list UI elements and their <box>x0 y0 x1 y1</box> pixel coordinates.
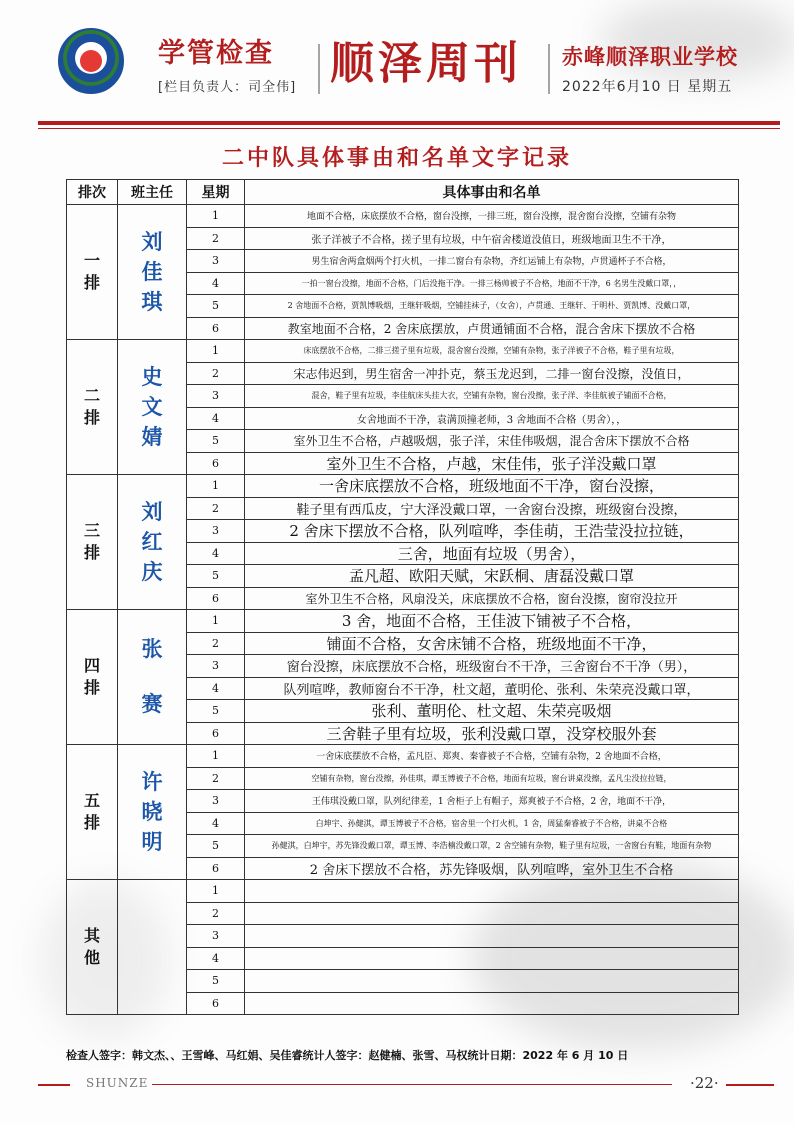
detail-cell <box>245 902 739 925</box>
day-cell: 3 <box>187 925 245 948</box>
detail-cell: 孙健淇，白坤宇，苏先锋没戴口罩，谭玉博、李浩楠没戴口罩，2 舍空铺有杂物，鞋子里有垃圾，一舍窗台有鞋，地面有杂物 <box>245 835 739 858</box>
teacher-name: 史文婧 <box>141 365 163 449</box>
detail-cell: 孟凡超、欧阳天赋，宋跃桐、唐磊没戴口罩 <box>245 565 739 588</box>
detail-cell: 教室地面不合格，2 舍床底摆放，卢贯通铺面不合格，混合舍床下摆放不合格 <box>245 317 739 340</box>
day-cell: 2 <box>187 497 245 520</box>
detail-cell: 王伟琪没戴口罩，队列纪律差，1 舍柜子上有帽子，郑爽被子不合格，2 舍，地面不干净， <box>245 790 739 813</box>
detail-cell: 窗台没擦，床底摆放不合格，班级窗台不干净，三舍窗台不干净（男）， <box>245 655 739 678</box>
day-cell: 6 <box>187 992 245 1015</box>
detail-cell <box>245 970 739 993</box>
day-cell: 1 <box>187 340 245 363</box>
platoon-cell <box>67 205 118 340</box>
school-logo-icon <box>58 28 124 94</box>
day-cell: 6 <box>187 452 245 475</box>
teacher-cell <box>118 610 187 745</box>
header-divider <box>318 44 320 94</box>
day-cell: 2 <box>187 632 245 655</box>
day-cell: 1 <box>187 205 245 228</box>
school-info <box>562 44 738 96</box>
day-cell: 6 <box>187 317 245 340</box>
day-cell: 4 <box>187 272 245 295</box>
day-cell: 4 <box>187 407 245 430</box>
table-row <box>67 205 739 228</box>
detail-cell: 铺面不合格，女舍床铺不合格，班级地面不干净， <box>245 632 739 655</box>
detail-cell <box>245 992 739 1015</box>
platoon-label: 二排 <box>84 386 101 427</box>
detail-cell: 三舍，地面有垃圾（男舍）， <box>245 542 739 565</box>
detail-cell: 一舍床底摆放不合格，孟凡臣、郑爽、秦睿被子不合格，空铺有杂物，2 舍地面不合格， <box>245 745 739 768</box>
teacher-cell <box>118 745 187 880</box>
teacher-cell <box>118 340 187 475</box>
detail-cell: 一舍床底摆放不合格，班级地面不干净，窗台没擦， <box>245 475 739 498</box>
day-cell: 5 <box>187 430 245 453</box>
detail-cell <box>245 947 739 970</box>
platoon-label: 其他 <box>84 926 101 967</box>
table-row <box>67 745 739 768</box>
teacher-name: 张赛 <box>141 637 163 716</box>
day-cell: 1 <box>187 475 245 498</box>
document-title: 二中队具体事由和名单文字记录 <box>221 145 572 171</box>
detail-cell: 鞋子里有西瓜皮，宁大泽没戴口罩，一舍窗台没擦，班级窗台没擦， <box>245 497 739 520</box>
detail-cell: 2 舍地面不合格，贾凯博吸烟，王继轩吸烟，空铺挂袜子，（女舍），卢贯通、王继轩、于明朴、贾凯博、没戴口罩， <box>245 295 739 318</box>
day-cell: 6 <box>187 587 245 610</box>
teacher-cell <box>118 205 187 340</box>
day-cell: 2 <box>187 902 245 925</box>
detail-cell: 室外卫生不合格，风扇没关，床底摆放不合格，窗台没擦，窗帘没拉开 <box>245 587 739 610</box>
table-header-row <box>67 180 739 205</box>
day-cell: 5 <box>187 835 245 858</box>
teacher-cell <box>118 880 187 1015</box>
day-cell: 1 <box>187 610 245 633</box>
detail-cell: 混舍，鞋子里有垃圾，李佳航床头挂大衣，空铺有杂物，窗台没擦，张子洋、李佳航被子铺面不合格， <box>245 385 739 408</box>
table-row <box>67 610 739 633</box>
day-cell: 4 <box>187 812 245 835</box>
day-cell: 5 <box>187 970 245 993</box>
header-day: 星期 <box>187 180 245 205</box>
day-cell: 5 <box>187 565 245 588</box>
day-cell: 3 <box>187 250 245 273</box>
day-cell: 6 <box>187 857 245 880</box>
detail-cell <box>245 925 739 948</box>
page-number: ·22· <box>690 1074 719 1092</box>
day-cell: 3 <box>187 655 245 678</box>
detail-cell: 张子洋被子不合格，搓子里有垃圾，中午宿舍楼道没值日，班级地面卫生不干净， <box>245 227 739 250</box>
day-cell: 2 <box>187 767 245 790</box>
detail-cell: 室外卫生不合格，卢越，宋佳伟，张子洋没戴口罩 <box>245 452 739 475</box>
footer-brand: SHUNZE <box>86 1076 149 1090</box>
day-cell: 1 <box>187 745 245 768</box>
header-platoon: 排次 <box>67 180 118 205</box>
day-cell: 5 <box>187 700 245 723</box>
day-cell: 2 <box>187 362 245 385</box>
footer-rule <box>38 1084 70 1086</box>
day-cell: 5 <box>187 295 245 318</box>
platoon-cell <box>67 880 118 1015</box>
detail-cell: 队列喧哗，教师窗台不干净，杜文超，董明伦、张利、朱荣亮没戴口罩， <box>245 677 739 700</box>
column-title: 学管检查 <box>158 38 274 69</box>
table-row <box>67 340 739 363</box>
detail-cell: 地面不合格，床底摆放不合格，窗台没擦，一排三班，窗台没擦，混舍窗台没擦，空铺有杂物 <box>245 205 739 228</box>
platoon-label: 五排 <box>84 791 101 832</box>
header-divider <box>548 44 550 94</box>
header-rule <box>38 121 780 125</box>
day-cell: 3 <box>187 385 245 408</box>
teacher-name: 许晓明 <box>141 770 163 854</box>
header <box>0 0 794 135</box>
column-editor: [栏目负责人：司全伟] <box>158 80 297 95</box>
record-table <box>66 179 739 1015</box>
header-rule-thin <box>38 128 780 129</box>
signatures: 检查人签字：韩文杰、、王雪峰、马红娟、吴佳睿统计人签字：赵健楠、张雪、马权统计日期：2022 年 6 月 10 日 <box>66 1049 629 1062</box>
day-cell: 3 <box>187 790 245 813</box>
day-cell: 4 <box>187 947 245 970</box>
detail-cell: 张利、董明伦、杜文超、朱荣亮吸烟 <box>245 700 739 723</box>
day-cell: 1 <box>187 880 245 903</box>
issue-date: 2022年6月10 日 星期五 <box>562 79 733 95</box>
detail-cell <box>245 880 739 903</box>
detail-cell: 白坤宇、孙健淇，谭玉博被子不合格，宿舍里一个打火机，1 舍，周猛秦睿被子不合格，讲桌不合格 <box>245 812 739 835</box>
detail-cell: 2 舍床下摆放不合格，队列喧哗，李佳萌，王浩莹没拉拉链， <box>245 520 739 543</box>
teacher-cell <box>118 475 187 610</box>
platoon-cell <box>67 745 118 880</box>
detail-cell: 2 舍床下摆放不合格，苏先锋吸烟，队列喧哗，室外卫生不合格 <box>245 857 739 880</box>
day-cell: 3 <box>187 520 245 543</box>
table-row <box>67 880 739 903</box>
school-name: 赤峰顺泽职业学校 <box>562 45 738 69</box>
day-cell: 4 <box>187 677 245 700</box>
footer-rule <box>152 1084 672 1085</box>
publication-title: 顺泽周刊 <box>330 38 522 89</box>
day-cell: 6 <box>187 722 245 745</box>
detail-cell: 三舍鞋子里有垃圾，张利没戴口罩，没穿校服外套 <box>245 722 739 745</box>
header-detail: 具体事由和名单 <box>245 180 739 205</box>
footer-rule <box>726 1084 774 1086</box>
detail-cell: 男生宿舍两盒烟两个打火机，一排二窗台有杂物，齐红运铺上有杂物，卢贯通杯子不合格， <box>245 250 739 273</box>
header-teacher: 班主任 <box>118 180 187 205</box>
platoon-label: 三排 <box>84 521 101 562</box>
platoon-cell <box>67 340 118 475</box>
detail-cell: 室外卫生不合格，卢越吸烟，张子洋，宋佳伟吸烟，混合舍床下摆放不合格 <box>245 430 739 453</box>
day-cell: 2 <box>187 227 245 250</box>
platoon-label: 四排 <box>84 656 101 697</box>
detail-cell: 女舍地面不干净，袁满顶撞老师，3 舍地面不合格（男舍），， <box>245 407 739 430</box>
detail-cell: 宋志伟迟到，男生宿舍一冲扑克，蔡玉龙迟到，二排一窗台没擦，没值日， <box>245 362 739 385</box>
platoon-cell <box>67 610 118 745</box>
detail-cell: 空铺有杂物，窗台没擦，孙佳琪，谭玉博被子不合格，地面有垃圾，窗台讲桌没擦，孟凡尘没拉拉链， <box>245 767 739 790</box>
teacher-name: 刘佳琪 <box>141 230 163 314</box>
table-row <box>67 475 739 498</box>
platoon-cell <box>67 475 118 610</box>
day-cell: 4 <box>187 542 245 565</box>
platoon-label: 一排 <box>84 251 101 292</box>
column-info <box>158 38 296 95</box>
detail-cell: 3 舍，地面不合格，王佳波下铺被子不合格， <box>245 610 739 633</box>
detail-cell: 床底摆放不合格，二排三搓子里有垃圾，混舍窗台没擦，空铺有杂物，张子洋被子不合格，鞋子里有垃圾， <box>245 340 739 363</box>
detail-cell: 一拍一窗台没擦，地面不合格，门后没拖干净。一排三杨帅被子不合格，地面不干净，6 名男生没戴口罩，， <box>245 272 739 295</box>
teacher-name: 刘红庆 <box>141 500 163 584</box>
